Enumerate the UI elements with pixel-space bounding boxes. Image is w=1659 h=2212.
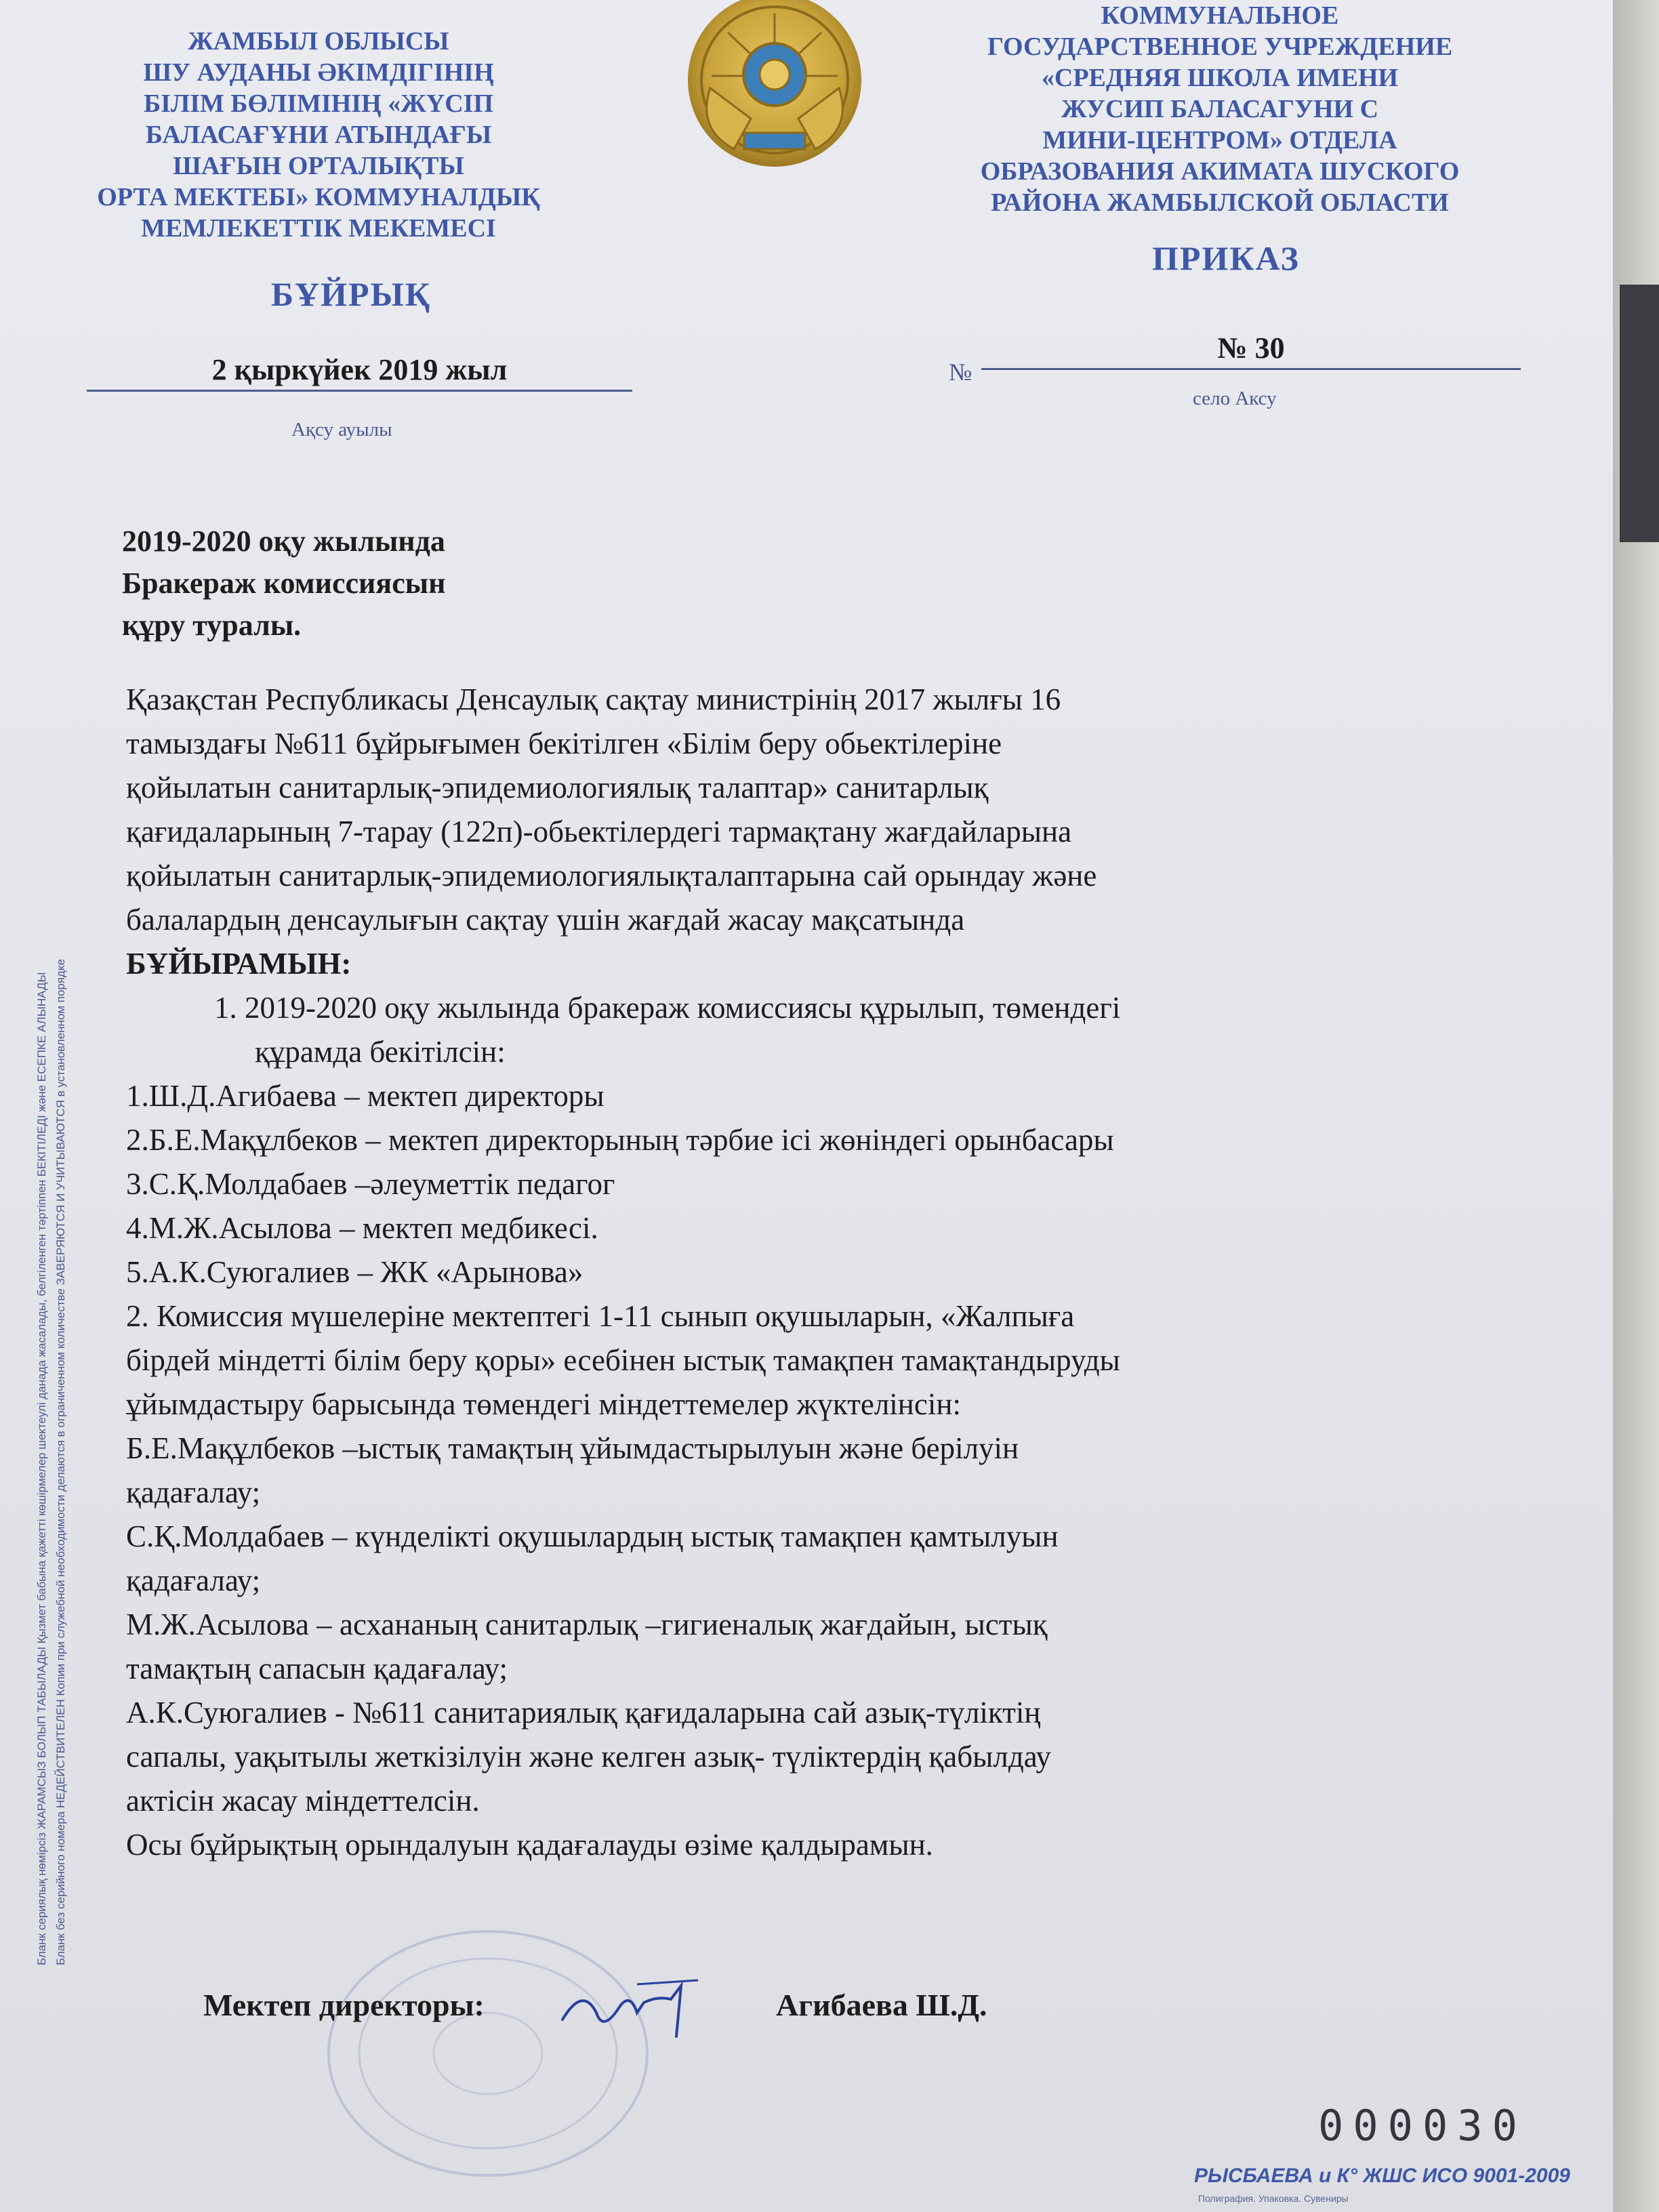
order-number: № 30 xyxy=(981,331,1521,370)
place-kz: Ақсу ауылы xyxy=(291,419,392,441)
title-line: 2019-2020 оқу жылында xyxy=(122,525,445,558)
duty-line: ұйымдастыру барысында төмендегі міндеттемелер жүктелінсін: xyxy=(126,1387,961,1421)
side-disclaimer-line: Бланк сериялық нөмірсіз ЖАРАМСЫЗ БОЛЫП ТАБЫЛАДЫ Қызмет бабына қажетті көшірмелер шектеулі данада жасалады, белгіленген тәртіппен БЕКІТІЛЕДІ және ЕСЕПКЕ АЛЫНАДЫ xyxy=(35,972,48,1965)
header-ru-line: «СРЕДНЯЯ ШКОЛА ИМЕНИ xyxy=(1041,64,1399,92)
order-title xyxy=(122,520,445,647)
duty-line: актісін жасау міндеттелсін. xyxy=(126,1784,480,1818)
order-body xyxy=(126,678,1495,1867)
round-stamp xyxy=(319,1925,657,2182)
header-ru-line: МИНИ-ЦЕНТРОМ» ОТДЕЛА xyxy=(1042,126,1397,155)
serial-number: 000030 xyxy=(1318,2101,1527,2150)
duty-line: сапалы, уақытылы жеткізілуін және келген азық- түліктердің қабылдау xyxy=(126,1740,1051,1774)
preamble-line: қойылатын санитарлық-эпидемиологиялық талаптар» санитарлық xyxy=(126,771,989,804)
preamble-line: тамыздағы №611 бұйрығымен бекітілген «Білім беру обьектілеріне xyxy=(126,726,1002,760)
printer-logo: РЫСБАЕВА и К° ЖШС ИСО 9001-2009 xyxy=(1194,2165,1570,2187)
duty-line: А.К.Суюгалиев - №611 санитариялық қағидаларына сай азық-түліктің xyxy=(126,1696,1041,1729)
header-ru-line: КОММУНАЛЬНОЕ xyxy=(1101,1,1339,30)
duty-line: М.Ж.Асылова – асхананың санитарлық –гигиеналық жағдайын, ыстық xyxy=(126,1607,1048,1641)
item1-line: 1. 2019-2020 оқу жылында бракераж комиссиясы құрылып, төмендегі xyxy=(214,991,1121,1025)
header-kz-line: ШАҒЫН ОРТАЛЫҚТЫ xyxy=(173,152,464,180)
order-date: 2 қыркүйек 2019 жыл xyxy=(87,352,632,392)
side-disclaimer-line: Бланк без серийного номера НЕДЕЙСТВИТЕЛЕН Копии при служебной необходимости делаются в ограниченном количестве ЗАВЕРЯЮТСЯ И УЧИТЫВАЮТСЯ в установленном порядке xyxy=(54,959,67,1965)
place-ru: село Аксу xyxy=(1193,388,1277,409)
duty-line: бірдей міндетті білім беру қоры» есебінен ыстық тамақпен тамақтандыруды xyxy=(126,1343,1120,1377)
side-disclaimer xyxy=(33,610,70,1965)
background-dark-object xyxy=(1620,285,1659,542)
preamble-line: қойылатын санитарлық-эпидемиологиялықталаптарына сай орындау және xyxy=(126,859,1097,893)
preamble-line: Қазақстан Республикасы Денсаулық сақтау министрінің 2017 жылғы 16 xyxy=(126,682,1061,716)
duty-line: Б.Е.Мақұлбеков –ыстық тамақтың ұйымдастырылуын және берілуін xyxy=(126,1431,1019,1465)
duty-line: қадағалау; xyxy=(126,1563,261,1597)
background-edge xyxy=(1613,0,1659,2212)
item1-line: құрамда бекітілсін: xyxy=(255,1035,506,1069)
header-ru-line: РАЙОНА ЖАМБЫЛСКОЙ ОБЛАСТИ xyxy=(991,188,1449,217)
header-kz-line: ОРТА МЕКТЕБІ» КОММУНАЛДЫҚ xyxy=(97,183,540,211)
header-kz xyxy=(75,26,562,244)
header-ru xyxy=(922,0,1518,218)
duty-line: С.Қ.Молдабаев – күнделікті оқушылардың ыстық тамақпен қамтылуын xyxy=(126,1519,1059,1553)
order-word-kz: БҰЙРЫҚ xyxy=(271,275,431,313)
member-line: 2.Б.Е.Мақұлбеков – мектеп директорының тәрбие ісі жөніндегі орынбасары xyxy=(126,1123,1114,1157)
member-line: 5.А.К.Суюгалиев – ЖК «Арынова» xyxy=(126,1255,583,1289)
title-line: құру туралы. xyxy=(122,609,302,642)
header-ru-line: ОБРАЗОВАНИЯ АКИМАТА ШУСКОГО xyxy=(980,157,1460,186)
header-kz-line: ШУ АУДАНЫ ӘКІМДІГІНІҢ xyxy=(143,58,494,87)
duty-line: Осы бұйрықтың орындалуын қадағалауды өзіме қалдырамын. xyxy=(126,1828,933,1862)
header-kz-line: БІЛІМ БӨЛІМІНІҢ «ЖҮСІП xyxy=(143,89,494,118)
order-word-ru: ПРИКАЗ xyxy=(1152,239,1300,277)
header-ru-line: ЖУСИП БАЛАСАГУНИ С xyxy=(1061,95,1379,123)
header-ru-line: ГОСУДАРСТВЕННОЕ УЧРЕЖДЕНИЕ xyxy=(987,33,1453,61)
order-heading: БҰЙЫРАМЫН: xyxy=(126,947,352,981)
member-line: 3.С.Қ.Молдабаев –әлеуметтік педагог xyxy=(126,1167,615,1201)
header-kz-line: ЖАМБЫЛ ОБЛЫСЫ xyxy=(188,27,449,56)
preamble-line: қағидаларының 7-тарау (122п)-обьектілердегі тармақтану жағдайларына xyxy=(126,815,1072,848)
signature-label: Мектеп директоры: xyxy=(203,1988,485,2022)
header-kz-line: БАЛАСАҒҰНИ АТЫНДАҒЫ xyxy=(145,121,492,149)
duty-line: тамақтың сапасын қадағалау; xyxy=(126,1652,508,1685)
member-line: 1.Ш.Д.Агибаева – мектеп директоры xyxy=(126,1079,605,1113)
handwritten-signature xyxy=(556,1972,705,2047)
duty-line: қадағалау; xyxy=(126,1475,261,1509)
duty-line: 2. Комиссия мүшелеріне мектептегі 1-11 сынып оқушыларын, «Жалпыға xyxy=(126,1299,1075,1333)
number-label: № xyxy=(949,359,972,386)
printer-tagline: Полиграфия. Упаковка. Сувениры xyxy=(1198,2193,1349,2204)
header-kz-line: МЕМЛЕКЕТТІК МЕКЕМЕСІ xyxy=(141,214,496,243)
member-line: 4.М.Ж.Асылова – мектеп медбикесі. xyxy=(126,1211,598,1245)
title-line: Бракераж комиссиясын xyxy=(122,567,446,600)
signer-name: Агибаева Ш.Д. xyxy=(776,1988,987,2022)
state-emblem-icon xyxy=(670,0,880,173)
preamble-line: балалардың денсаулығын сақтау үшін жағдай жасау мақсатында xyxy=(126,903,965,937)
